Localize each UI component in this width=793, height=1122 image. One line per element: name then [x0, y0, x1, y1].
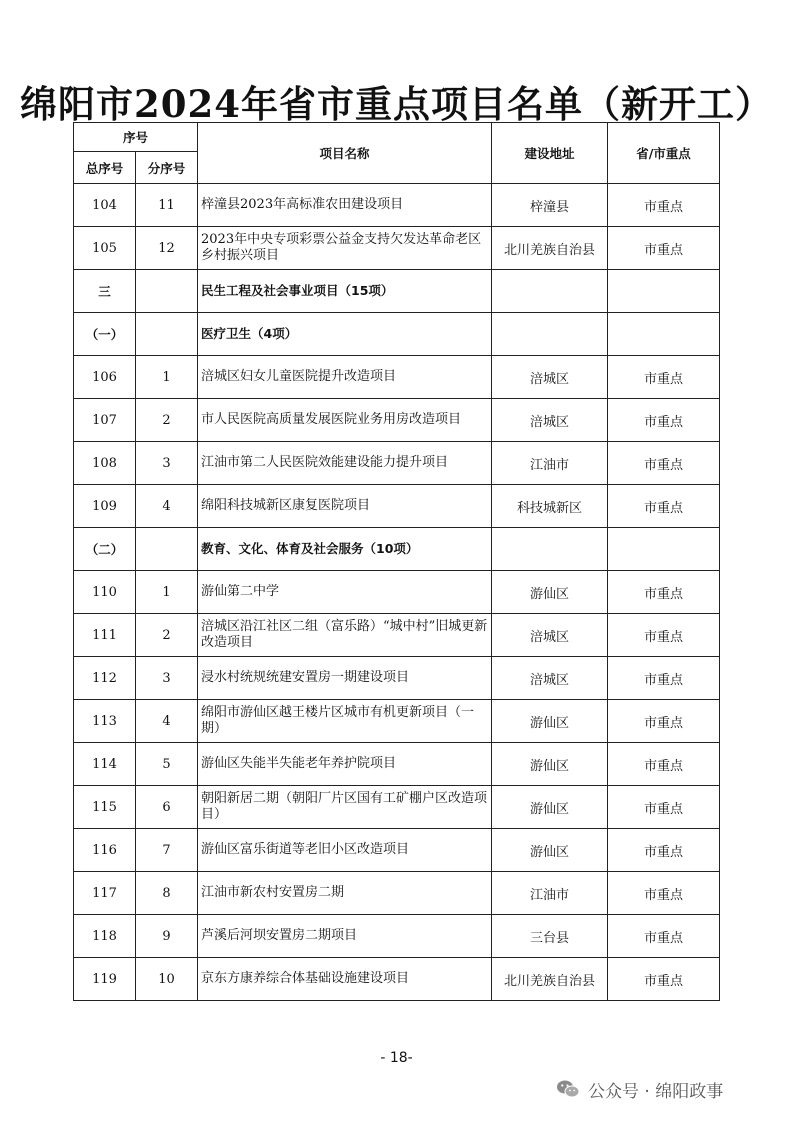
- cell-total-seq: （二）: [74, 528, 136, 571]
- table-row: [74, 958, 720, 1001]
- cell-sub-seq: 3: [136, 442, 198, 485]
- cell-level: 市重点: [608, 872, 720, 915]
- table-row: [74, 184, 720, 227]
- watermark: [556, 1077, 723, 1101]
- cell-total-seq: 117: [74, 872, 136, 915]
- header-project-name: 项目名称: [198, 123, 492, 184]
- cell-location: [492, 270, 608, 313]
- cell-project-name: 市人民医院高质量发展医院业务用房改造项目: [198, 399, 492, 442]
- cell-location: 游仙区: [492, 829, 608, 872]
- cell-level: [608, 313, 720, 356]
- cell-project-name: 涪城区沿江社区二组（富乐路）“城中村”旧城更新改造项目: [198, 614, 492, 657]
- cell-total-seq: 104: [74, 184, 136, 227]
- cell-project-name: 教育、文化、体育及社会服务（10项）: [198, 528, 492, 571]
- cell-level: 市重点: [608, 700, 720, 743]
- wechat-icon: [556, 1079, 580, 1099]
- cell-total-seq: 107: [74, 399, 136, 442]
- cell-sub-seq: 2: [136, 614, 198, 657]
- cell-sub-seq: 7: [136, 829, 198, 872]
- watermark-text: 公众号 · 绵阳政事: [588, 1081, 724, 1102]
- cell-location: 游仙区: [492, 700, 608, 743]
- cell-sub-seq: 1: [136, 356, 198, 399]
- document-title: 绵阳市2024年省市重点项目名单（新开工）: [20, 82, 773, 126]
- cell-location: 江油市: [492, 442, 608, 485]
- section-row: [74, 270, 720, 313]
- cell-project-name: 绵阳科技城新区康复医院项目: [198, 485, 492, 528]
- table-row: [74, 571, 720, 614]
- cell-level: 市重点: [608, 829, 720, 872]
- cell-sub-seq: 2: [136, 399, 198, 442]
- cell-sub-seq: 12: [136, 227, 198, 270]
- table-row: [74, 485, 720, 528]
- cell-sub-seq: [136, 313, 198, 356]
- header-sub-seq: 分序号: [136, 152, 198, 184]
- cell-project-name: 游仙区失能半失能老年养护院项目: [198, 743, 492, 786]
- cell-location: 三台县: [492, 915, 608, 958]
- cell-location: [492, 528, 608, 571]
- cell-level: 市重点: [608, 571, 720, 614]
- cell-sub-seq: 9: [136, 915, 198, 958]
- cell-level: [608, 270, 720, 313]
- cell-project-name: 京东方康养综合体基础设施建设项目: [198, 958, 492, 1001]
- cell-project-name: 民生工程及社会事业项目（15项）: [198, 270, 492, 313]
- cell-total-seq: 112: [74, 657, 136, 700]
- section-row: [74, 313, 720, 356]
- cell-project-name: 医疗卫生（4项）: [198, 313, 492, 356]
- cell-total-seq: 119: [74, 958, 136, 1001]
- cell-sub-seq: 10: [136, 958, 198, 1001]
- cell-level: [608, 528, 720, 571]
- cell-location: 北川羌族自治县: [492, 958, 608, 1001]
- table-row: [74, 700, 720, 743]
- cell-level: 市重点: [608, 657, 720, 700]
- cell-sub-seq: [136, 528, 198, 571]
- cell-total-seq: 105: [74, 227, 136, 270]
- cell-location: [492, 313, 608, 356]
- table-row: [74, 227, 720, 270]
- cell-total-seq: （一）: [74, 313, 136, 356]
- cell-level: 市重点: [608, 399, 720, 442]
- cell-total-seq: 118: [74, 915, 136, 958]
- cell-project-name: 绵阳市游仙区越王楼片区城市有机更新项目（一期）: [198, 700, 492, 743]
- cell-location: 涪城区: [492, 657, 608, 700]
- table-row: [74, 614, 720, 657]
- cell-location: 江油市: [492, 872, 608, 915]
- cell-location: 梓潼县: [492, 184, 608, 227]
- cell-project-name: 梓潼县2023年高标准农田建设项目: [198, 184, 492, 227]
- table-row: [74, 786, 720, 829]
- cell-total-seq: 106: [74, 356, 136, 399]
- cell-location: 涪城区: [492, 356, 608, 399]
- project-table: [73, 122, 720, 1001]
- header-location: 建设地址: [492, 123, 608, 184]
- cell-level: 市重点: [608, 614, 720, 657]
- cell-project-name: 朝阳新居二期（朝阳厂片区国有工矿棚户区改造项目）: [198, 786, 492, 829]
- cell-total-seq: 114: [74, 743, 136, 786]
- cell-location: 游仙区: [492, 786, 608, 829]
- table-row: [74, 356, 720, 399]
- cell-sub-seq: 4: [136, 485, 198, 528]
- cell-level: 市重点: [608, 915, 720, 958]
- header-total-seq: 总序号: [74, 152, 136, 184]
- cell-project-name: 芦溪后河坝安置房二期项目: [198, 915, 492, 958]
- cell-sub-seq: [136, 270, 198, 313]
- page-number: - 18-: [380, 1050, 413, 1066]
- cell-project-name: 游仙区富乐街道等老旧小区改造项目: [198, 829, 492, 872]
- cell-level: 市重点: [608, 485, 720, 528]
- cell-location: 游仙区: [492, 571, 608, 614]
- cell-total-seq: 108: [74, 442, 136, 485]
- cell-location: 涪城区: [492, 614, 608, 657]
- table-row: [74, 915, 720, 958]
- cell-total-seq: 111: [74, 614, 136, 657]
- cell-sub-seq: 4: [136, 700, 198, 743]
- cell-sub-seq: 11: [136, 184, 198, 227]
- cell-location: 北川羌族自治县: [492, 227, 608, 270]
- header-seq-group: 序号: [74, 123, 198, 152]
- table-row: [74, 829, 720, 872]
- cell-project-name: 浸水村统规统建安置房一期建设项目: [198, 657, 492, 700]
- table-row: [74, 743, 720, 786]
- table-header: [74, 123, 720, 184]
- table-row: [74, 399, 720, 442]
- cell-sub-seq: 1: [136, 571, 198, 614]
- cell-level: 市重点: [608, 184, 720, 227]
- cell-total-seq: 109: [74, 485, 136, 528]
- cell-level: 市重点: [608, 442, 720, 485]
- cell-sub-seq: 3: [136, 657, 198, 700]
- cell-level: 市重点: [608, 786, 720, 829]
- cell-total-seq: 116: [74, 829, 136, 872]
- cell-location: 涪城区: [492, 399, 608, 442]
- section-row: [74, 528, 720, 571]
- table-row: [74, 442, 720, 485]
- cell-total-seq: 110: [74, 571, 136, 614]
- cell-location: 游仙区: [492, 743, 608, 786]
- cell-project-name: 江油市第二人民医院效能建设能力提升项目: [198, 442, 492, 485]
- cell-level: 市重点: [608, 356, 720, 399]
- cell-sub-seq: 5: [136, 743, 198, 786]
- cell-total-seq: 115: [74, 786, 136, 829]
- cell-level: 市重点: [608, 958, 720, 1001]
- cell-sub-seq: 6: [136, 786, 198, 829]
- cell-level: 市重点: [608, 227, 720, 270]
- cell-sub-seq: 8: [136, 872, 198, 915]
- cell-total-seq: 三: [74, 270, 136, 313]
- cell-level: 市重点: [608, 743, 720, 786]
- table-row: [74, 657, 720, 700]
- cell-project-name: 游仙第二中学: [198, 571, 492, 614]
- cell-total-seq: 113: [74, 700, 136, 743]
- table-body: [74, 184, 720, 1001]
- table-row: [74, 872, 720, 915]
- header-level: 省/市重点: [608, 123, 720, 184]
- cell-project-name: 涪城区妇女儿童医院提升改造项目: [198, 356, 492, 399]
- cell-project-name: 2023年中央专项彩票公益金支持欠发达革命老区乡村振兴项目: [198, 227, 492, 270]
- cell-location: 科技城新区: [492, 485, 608, 528]
- cell-project-name: 江油市新农村安置房二期: [198, 872, 492, 915]
